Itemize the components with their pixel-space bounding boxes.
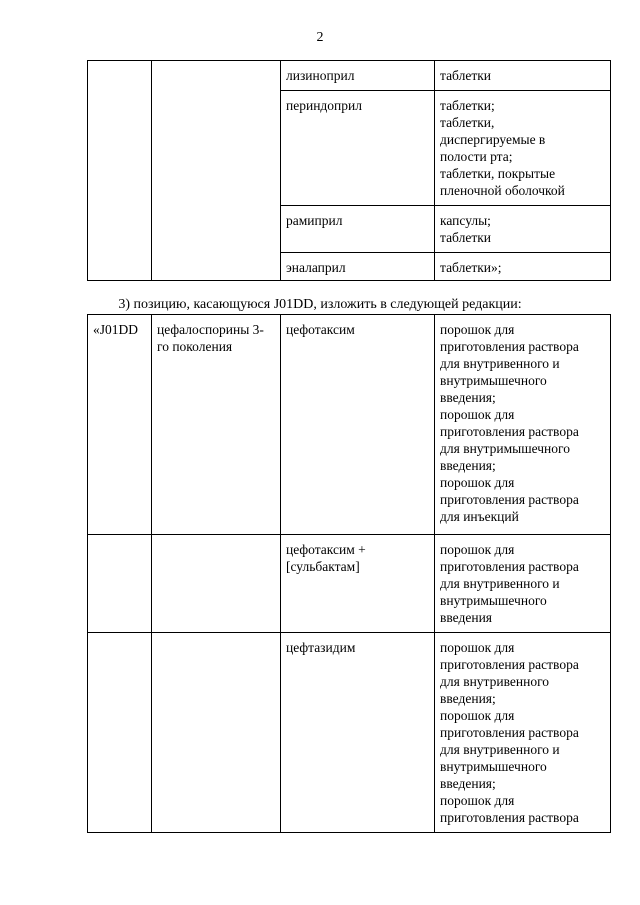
atc-code-cell [88, 535, 152, 633]
drug-name-cell [281, 61, 435, 91]
dosage-form-line: внутримышечного [440, 373, 547, 388]
dosage-form-cell [435, 315, 611, 535]
atc-code-cell [88, 315, 152, 535]
drug-name: [сульбактам] [286, 559, 360, 574]
drug-name-cell [281, 315, 435, 535]
atc-code: «J01DD [93, 322, 139, 337]
dosage-form-line: для внутривенного и [440, 356, 560, 371]
dosage-form-line: полости рта; [440, 149, 513, 164]
table-row [88, 535, 611, 633]
dosage-form-cell [435, 253, 611, 281]
drug-name-cell [281, 633, 435, 833]
dosage-form-line: введения; [440, 776, 496, 791]
dosage-form-line: введения [440, 610, 493, 625]
drug-name-cell [281, 535, 435, 633]
drug-name: рамиприл [286, 213, 343, 228]
dosage-form-cell [435, 535, 611, 633]
table-body [88, 315, 611, 833]
table-row [88, 61, 611, 91]
table-row [88, 633, 611, 833]
dosage-form-line: приготовления раствора [440, 657, 579, 672]
dosage-form-cell [435, 91, 611, 206]
drug-name: эналаприл [286, 260, 346, 275]
dosage-form-cell [435, 61, 611, 91]
dosage-form-line: порошок для [440, 322, 515, 337]
atc-group-line: цефалоспорины 3- [157, 322, 264, 337]
drug-table-j01dd [87, 314, 611, 833]
dosage-form-line: внутримышечного [440, 593, 547, 608]
dosage-form-line: для внутривенного и [440, 742, 560, 757]
dosage-form-cell [435, 633, 611, 833]
dosage-form-line: диспергируемые в [440, 132, 546, 147]
dosage-form-line: порошок для [440, 542, 515, 557]
atc-group-cell [152, 315, 281, 535]
dosage-form-line: для внутривенного и [440, 576, 560, 591]
atc-group-cell [152, 61, 281, 281]
drug-name: периндоприл [286, 98, 362, 113]
dosage-form-line: порошок для [440, 475, 515, 490]
drug-name-cell [281, 253, 435, 281]
dosage-form-line: пленочной оболочкой [440, 183, 565, 198]
dosage-form-line: приготовления раствора [440, 810, 579, 825]
table-row [88, 315, 611, 535]
atc-group-cell [152, 633, 281, 833]
table-body [88, 61, 611, 281]
drug-name: лизиноприл [286, 68, 355, 83]
dosage-form-line: для инъекций [440, 509, 519, 524]
atc-group-cell [152, 535, 281, 633]
dosage-form-line: таблетки»; [440, 260, 502, 275]
drug-name: цефотаксим [286, 322, 355, 337]
dosage-form-line: введения; [440, 390, 496, 405]
dosage-form-line: таблетки, покрытые [440, 166, 556, 181]
amendment-instruction: 3) позицию, касающуюся J01DD, изложить в следующей редакции: [118, 297, 522, 312]
dosage-form-line: таблетки; [440, 98, 495, 113]
dosage-form-line: порошок для [440, 640, 515, 655]
dosage-form-line: порошок для [440, 793, 515, 808]
page-number: 2 [316, 30, 324, 45]
dosage-form-line: порошок для [440, 708, 515, 723]
drug-name-cell [281, 91, 435, 206]
dosage-form-cell [435, 206, 611, 253]
dosage-form-line: порошок для [440, 407, 515, 422]
drug-name-cell [281, 206, 435, 253]
dosage-form-line: таблетки [440, 68, 492, 83]
drug-name: цефотаксим + [286, 542, 366, 557]
dosage-form-line: введения; [440, 691, 496, 706]
dosage-form-line: введения; [440, 458, 496, 473]
dosage-form-line: приготовления раствора [440, 339, 579, 354]
dosage-form-line: для внутривенного [440, 674, 550, 689]
drug-name: цефтазидим [286, 640, 356, 655]
atc-code-cell [88, 61, 152, 281]
drug-table-ace-inhibitors [87, 60, 611, 281]
atc-code-cell [88, 633, 152, 833]
dosage-form-line: приготовления раствора [440, 424, 579, 439]
dosage-form-line: таблетки, [440, 115, 495, 130]
atc-group-line: го поколения [157, 339, 233, 354]
dosage-form-line: приготовления раствора [440, 725, 579, 740]
dosage-form-line: капсулы; [440, 213, 491, 228]
dosage-form-line: для внутримышечного [440, 441, 570, 456]
dosage-form-line: таблетки [440, 230, 492, 245]
dosage-form-line: внутримышечного [440, 759, 547, 774]
dosage-form-line: приготовления раствора [440, 559, 579, 574]
dosage-form-line: приготовления раствора [440, 492, 579, 507]
